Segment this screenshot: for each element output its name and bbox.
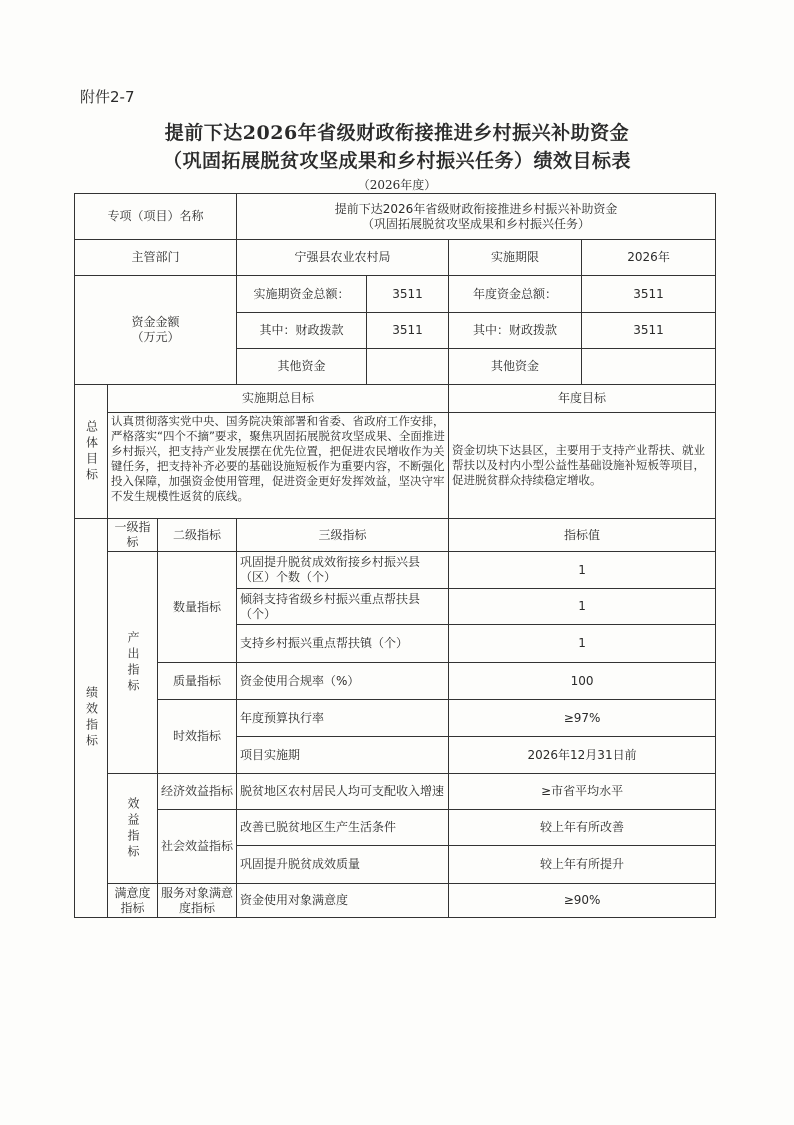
- indicator-name: 脱贫地区农村居民人均可支配收入增速: [237, 774, 449, 810]
- other-funds-label-annual: 其他资金: [449, 349, 582, 385]
- title-line-2: （巩固拓展脱贫攻坚成果和乡村振兴任务）绩效目标表: [162, 150, 631, 172]
- annual-goal-header: 年度目标: [449, 385, 716, 413]
- indicator-value: 较上年有所改善: [449, 810, 716, 846]
- goals-header-row: [75, 385, 716, 413]
- other-funds-value-annual: [582, 349, 716, 385]
- fiscal-label-annual: 其中：财政拨款: [449, 313, 582, 349]
- period-value: 2026年: [582, 240, 716, 276]
- other-funds-label: 其他资金: [237, 349, 367, 385]
- indicator-row: [75, 810, 716, 846]
- fiscal-label: 其中：财政拨款: [237, 313, 367, 349]
- indicator-row: [75, 700, 716, 737]
- indicator-name: 支持乡村振兴重点帮扶镇（个）: [237, 625, 449, 663]
- indicator-name: 倾斜支持省级乡村振兴重点帮扶县（个）: [237, 589, 449, 625]
- indicator-value: ≥90%: [449, 884, 716, 918]
- funds-label: 资金金额 （万元）: [75, 276, 237, 385]
- fiscal-value: 3511: [367, 313, 449, 349]
- value-header: 指标值: [449, 519, 716, 552]
- total-period-value: 3511: [367, 276, 449, 313]
- social-label: 社会效益指标: [158, 810, 237, 884]
- annual-goal-text: 资金切块下达县区，主要用于支持产业帮扶、就业帮扶以及村内小型公益性基础设施补短板等项目，促进脱贫群众持续稳定增收。: [449, 413, 716, 519]
- indicator-name: 资金使用合规率（%）: [237, 663, 449, 700]
- indicator-name: 项目实施期: [237, 737, 449, 774]
- satisfaction-label: 满意度指标: [108, 884, 158, 918]
- period-goal-header: 实施期总目标: [108, 385, 449, 413]
- quality-label: 质量指标: [158, 663, 237, 700]
- total-period-label: 实施期资金总额：: [237, 276, 367, 313]
- funds-row-1: [75, 276, 716, 313]
- benefit-label: [108, 774, 158, 884]
- department-row: [75, 240, 716, 276]
- output-label: [108, 552, 158, 774]
- indicator-row: [75, 552, 716, 589]
- project-row: [75, 194, 716, 240]
- project-name: [237, 194, 716, 240]
- indicator-name: 资金使用对象满意度: [237, 884, 449, 918]
- indicator-value: 1: [449, 589, 716, 625]
- indicator-row: [75, 884, 716, 918]
- indicators-side-label: [75, 519, 108, 918]
- year-label: （2026年度）: [357, 178, 437, 192]
- title-line-1: 提前下达2026年省级财政衔接推进乡村振兴补助资金: [164, 122, 630, 144]
- annual-total-label: 年度资金总额：: [449, 276, 582, 313]
- period-goal-text: 认真贯彻落实党中央、国务院决策部署和省委、省政府工作安排，严格落实“四个不摘”要求，聚焦巩固拓展脱贫攻坚成果、全面推进乡村振兴，把支持产业发展摆在优先位置，把促进农民增收作为关键任务，把支持补齐必要的基础设施短板作为重要内容，不断强化投入保障，加强资金使用管理，促进资金更好发挥效益，坚决守牢不发生规模性返贫的底线。: [111, 414, 445, 503]
- indicator-value: ≥市省平均水平: [449, 774, 716, 810]
- department-label: 主管部门: [75, 240, 237, 276]
- attachment-label: 附件2-7: [80, 88, 135, 106]
- indicator-value: ≥97%: [449, 700, 716, 737]
- project-name-line2: （巩固拓展脱贫攻坚成果和乡村振兴任务）: [362, 216, 591, 231]
- benefit-text: 效益指标: [126, 796, 140, 861]
- other-funds-value: [367, 349, 449, 385]
- indicator-name: 巩固提升脱贫成效衔接乡村振兴县（区）个数（个）: [237, 552, 449, 589]
- project-name-line1: 提前下达2026年省级财政衔接推进乡村振兴补助资金: [334, 201, 618, 216]
- period-goal-text-cell: [108, 413, 449, 519]
- goals-content-row: [75, 413, 716, 519]
- department-value: 宁强县农业农村局: [237, 240, 449, 276]
- level3-header: 三级指标: [237, 519, 449, 552]
- fiscal-value-annual: 3511: [582, 313, 716, 349]
- indicator-row: [75, 774, 716, 810]
- indicator-name: 巩固提升脱贫成效质量: [237, 846, 449, 884]
- goals-side-text: 总体目标: [84, 419, 99, 484]
- level1-header: 一级指标: [108, 519, 158, 552]
- economic-label: 经济效益指标: [158, 774, 237, 810]
- indicator-name: 改善已脱贫地区生产生活条件: [237, 810, 449, 846]
- indicator-value: 1: [449, 625, 716, 663]
- output-text: 产出指标: [126, 630, 140, 695]
- indicator-row: [75, 663, 716, 700]
- indicator-header-row: [75, 519, 716, 552]
- performance-target-table: [74, 193, 716, 918]
- indicator-value: 2026年12月31日前: [449, 737, 716, 774]
- indicator-value: 1: [449, 552, 716, 589]
- level2-header: 二级指标: [158, 519, 237, 552]
- period-label: 实施期限: [449, 240, 582, 276]
- quantity-label: 数量指标: [158, 552, 237, 663]
- project-label: 专项（项目）名称: [75, 194, 237, 240]
- indicator-name: 年度预算执行率: [237, 700, 449, 737]
- service-label: 服务对象满意度指标: [158, 884, 237, 918]
- goals-side-label: [75, 385, 108, 519]
- timeliness-label: 时效指标: [158, 700, 237, 774]
- indicator-value: 100: [449, 663, 716, 700]
- indicator-value: 较上年有所提升: [449, 846, 716, 884]
- indicators-side-text: 绩效指标: [84, 686, 99, 750]
- annual-total-value: 3511: [582, 276, 716, 313]
